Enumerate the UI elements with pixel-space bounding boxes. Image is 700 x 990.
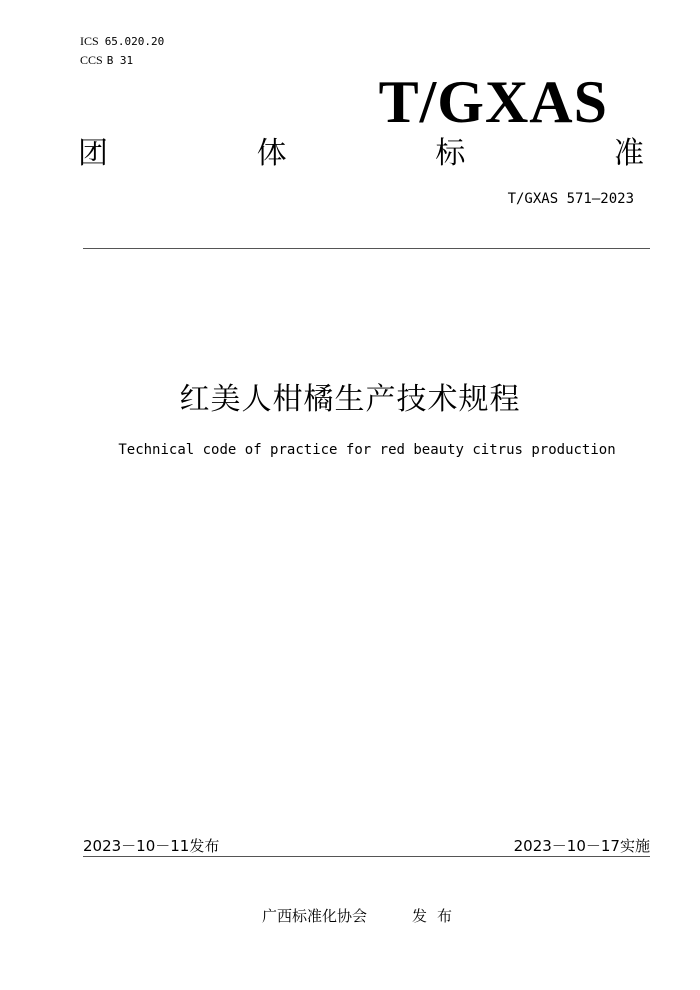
implement-date: 2023－10－17 [513,837,620,855]
document-title-en: Technical code of practice for red beauty citrus production [118,442,616,458]
bottom-divider [83,856,650,857]
standard-type-char: 标 [435,136,466,171]
publish-date-line [83,835,219,856]
ics-code [80,34,164,49]
issue-label: 发布 [412,907,463,925]
publish-date: 2023－10－11 [83,837,190,855]
standard-type-heading [78,134,644,174]
standard-type-char: 团 [78,136,108,171]
ics-label: ICS [80,34,99,48]
top-divider [83,248,650,249]
ccs-label: CCS [80,53,103,67]
implement-label: 实施 [619,837,650,855]
ccs-code [80,53,133,68]
issuing-organization: 广西标准化协会 [262,907,368,925]
implement-date-line [514,835,650,856]
ics-value: 65.020.20 [104,35,165,48]
ccs-value: B 31 [106,54,134,67]
standard-type-char: 体 [256,136,287,171]
publish-label: 发布 [189,837,220,855]
standard-type-char: 准 [613,136,644,171]
standard-number: T/GXAS 571—2023 [507,191,634,207]
standard-logo: T/GXAS [378,69,608,135]
document-title-cn: 红美人柑橘生产技术规程 [179,382,521,417]
